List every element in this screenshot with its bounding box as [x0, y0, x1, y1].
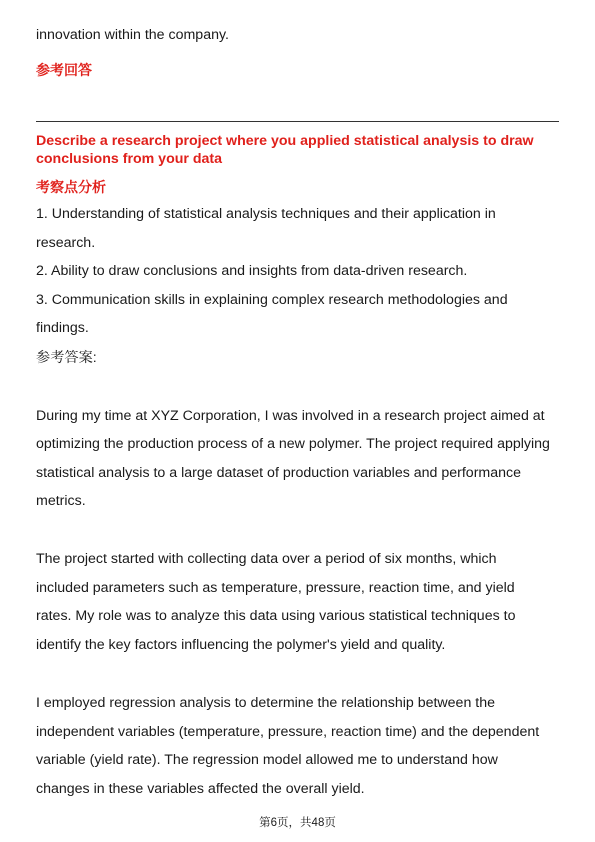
- answer-line: rates. My role was to analyze this data using various statistical techniques to: [36, 608, 516, 624]
- page-number-footer: 第6页，共48页: [259, 817, 336, 829]
- analysis-point: 3. Communication skills in explaining complex research methodologies and: [36, 292, 508, 308]
- answer-line: variable (yield rate). The regression model allowed me to understand how: [36, 752, 498, 768]
- previous-answer-tail: innovation within the company.: [36, 27, 229, 43]
- answer-line: changes in these variables affected the overall yield.: [36, 781, 365, 797]
- analysis-point: findings.: [36, 320, 89, 336]
- question-title-line-1: Describe a research project where you applied statistical analysis to draw: [36, 133, 534, 149]
- section-divider: [36, 121, 559, 122]
- answer-label: 参考答案:: [36, 350, 97, 366]
- answer-line: included parameters such as temperature, pressure, reaction time, and yield: [36, 580, 515, 596]
- answer-line: identify the key factors influencing the polymer's yield and quality.: [36, 637, 446, 653]
- answer-line: optimizing the production process of a new polymer. The project required applying: [36, 436, 550, 452]
- answer-line: The project started with collecting data over a period of six months, which: [36, 551, 497, 567]
- analysis-label: 考察点分析: [36, 179, 106, 195]
- answer-line: statistical analysis to a large dataset of production variables and performance: [36, 465, 522, 481]
- analysis-point: 2. Ability to draw conclusions and insights from data-driven research.: [36, 263, 468, 279]
- analysis-point: research.: [36, 235, 96, 251]
- answer-line: During my time at XYZ Corporation, I was involved in a research project aimed at: [36, 408, 545, 424]
- answer-line: metrics.: [36, 493, 86, 509]
- question-title-line-2: conclusions from your data: [36, 151, 223, 167]
- answer-line: independent variables (temperature, pressure, reaction time) and the dependent: [36, 724, 540, 740]
- previous-answer-label: 参考回答: [36, 62, 92, 78]
- analysis-point: 1. Understanding of statistical analysis techniques and their application in: [36, 206, 496, 222]
- answer-line: I employed regression analysis to determine the relationship between the: [36, 695, 495, 711]
